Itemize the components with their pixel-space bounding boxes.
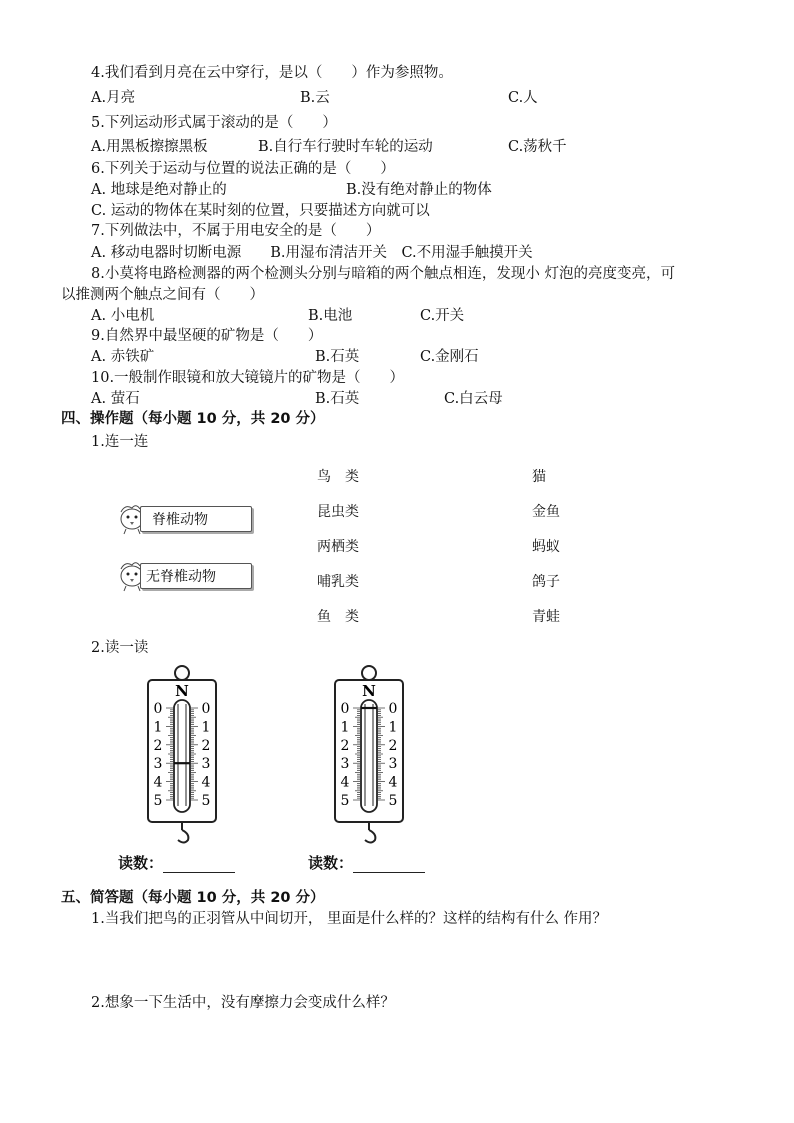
short-answer-q1: 1.当我们把鸟的正羽管从中间切开， 里面是什么样的？这样的结构有什么 作用？	[91, 911, 608, 927]
scale-tick-label: 1	[153, 719, 163, 736]
scale-tick-label: 2	[340, 737, 350, 754]
invertebrate-tag-label: 无脊椎动物	[146, 569, 216, 585]
scale-tick-label: 4	[340, 774, 350, 791]
q4-option-b: B.云	[300, 90, 330, 106]
reading-label: 读数：	[308, 854, 354, 872]
scale-tick-label: 0	[340, 701, 350, 717]
q5-option-c: C.荡秋千	[508, 139, 567, 155]
scale-tick-label: 4	[388, 774, 398, 791]
category-amphibians[interactable]: 两栖类	[317, 539, 359, 555]
scale-tick-label: 1	[340, 719, 350, 736]
scale-tick-label: 1	[388, 719, 398, 736]
q10-option-c: C.白云母	[444, 391, 503, 407]
reading-question-title: 2.读一读	[91, 640, 149, 656]
scale-tick-label: 4	[201, 774, 211, 791]
scale-tick-label: 3	[388, 756, 398, 773]
scale-tube	[174, 700, 190, 812]
q10-stem: 10.一般制作眼镜和放大镜镜片的矿物是（ ）	[91, 370, 405, 386]
q8-stem-line1: 8.小莫将电路检测器的两个检测头分别与暗箱的两个触点相连，发现小 灯泡的亮度变亮，可	[91, 266, 675, 282]
animal-frog[interactable]: 青蛙	[532, 609, 560, 625]
scale-tick-label: 2	[388, 737, 398, 754]
category-fish[interactable]: 鱼 类	[317, 609, 359, 625]
hook	[178, 830, 188, 843]
scale-tick-label: 5	[340, 793, 350, 809]
category-mammals[interactable]: 哺乳类	[317, 574, 359, 590]
q9-option-a: A. 赤铁矿	[91, 349, 155, 365]
q8-option-c: C.开关	[420, 308, 465, 324]
top-ring	[175, 666, 189, 680]
q8-stem-line2: 以推测两个触点之间有（ ）	[61, 287, 264, 303]
scale-tube	[361, 700, 377, 812]
q9-option-b: B.石英	[315, 349, 360, 365]
reading-answer-1[interactable]	[118, 852, 235, 873]
scale-tick-label: 5	[153, 793, 163, 809]
q9-stem: 9.自然界中最坚硬的矿物是（ ）	[91, 328, 323, 344]
scale-tick-label: 0	[153, 701, 163, 717]
animal-cat[interactable]: 猫	[532, 469, 546, 485]
animal-pigeon[interactable]: 鸽子	[532, 574, 560, 590]
q4-option-c: C.人	[508, 90, 538, 106]
reading-answer-2[interactable]	[308, 852, 425, 873]
category-birds[interactable]: 鸟 类	[317, 469, 359, 485]
section-4-title: 四、操作题（每小题 10 分，共 20 分）	[61, 411, 325, 427]
scale-tick-label: 2	[201, 737, 211, 754]
q10-option-a: A. 萤石	[91, 391, 140, 407]
scale-tick-label: 5	[201, 793, 211, 809]
reading-blank[interactable]	[353, 858, 425, 873]
q8-option-a: A. 小电机	[91, 308, 155, 324]
q4-option-a: A.月亮	[91, 90, 136, 106]
scale-tick-label: 4	[153, 774, 163, 791]
q5-option-b: B.自行车行驶时车轮的运动	[258, 139, 433, 155]
top-ring	[362, 666, 376, 680]
q10-option-b: B.石英	[315, 391, 360, 407]
q8-option-b: B.电池	[308, 308, 353, 324]
scale-tick-label: 3	[153, 756, 163, 773]
scale-letter: N	[362, 682, 376, 700]
vertebrate-tag-label: 脊椎动物	[152, 512, 208, 528]
category-insects[interactable]: 昆虫类	[317, 504, 359, 520]
spring-scale	[138, 664, 226, 846]
scale-tick-label: 1	[201, 719, 211, 736]
short-answer-q2: 2.想象一下生活中，没有摩擦力会变成什么样？	[91, 995, 395, 1011]
scale-letter: N	[175, 682, 189, 700]
q6-option-b: B.没有绝对静止的物体	[346, 182, 492, 198]
reading-blank[interactable]	[163, 858, 235, 873]
scale-tick-label: 0	[388, 701, 398, 717]
spring-scale	[325, 664, 413, 846]
q6-option-a: A. 地球是绝对静止的	[91, 182, 227, 198]
vertebrate-tag[interactable]	[112, 504, 250, 530]
q6-stem: 6.下列关于运动与位置的说法正确的是（ ）	[91, 161, 395, 177]
q7-options: A. 移动电器时切断电源 B.用湿布清洁开关 C.不用湿手触摸开关	[91, 245, 533, 261]
q9-option-c: C.金刚石	[420, 349, 479, 365]
invertebrate-tag[interactable]	[112, 561, 250, 587]
section-5-title: 五、简答题（每小题 10 分，共 20 分）	[61, 890, 325, 906]
reading-label: 读数：	[118, 854, 164, 872]
q5-option-a: A.用黑板擦擦黑板	[91, 139, 208, 155]
animal-goldfish[interactable]: 金鱼	[532, 504, 560, 520]
matching-question-title: 1.连一连	[91, 434, 149, 450]
q7-stem: 7.下列做法中，不属于用电安全的是（ ）	[91, 223, 381, 239]
scale-tick-label: 2	[153, 737, 163, 754]
animal-ant[interactable]: 蚂蚁	[532, 539, 560, 555]
q6-option-c: C. 运动的物体在某时刻的位置，只要描述方向就可以	[91, 203, 430, 219]
scale-tick-label: 3	[340, 756, 350, 773]
scale-tick-label: 5	[388, 793, 398, 809]
hook	[365, 830, 375, 843]
scale-tick-label: 3	[201, 756, 211, 773]
q4-stem: 4.我们看到月亮在云中穿行，是以（ ）作为参照物。	[91, 65, 453, 81]
q5-stem: 5.下列运动形式属于滚动的是（ ）	[91, 115, 337, 131]
scale-tick-label: 0	[201, 701, 211, 717]
